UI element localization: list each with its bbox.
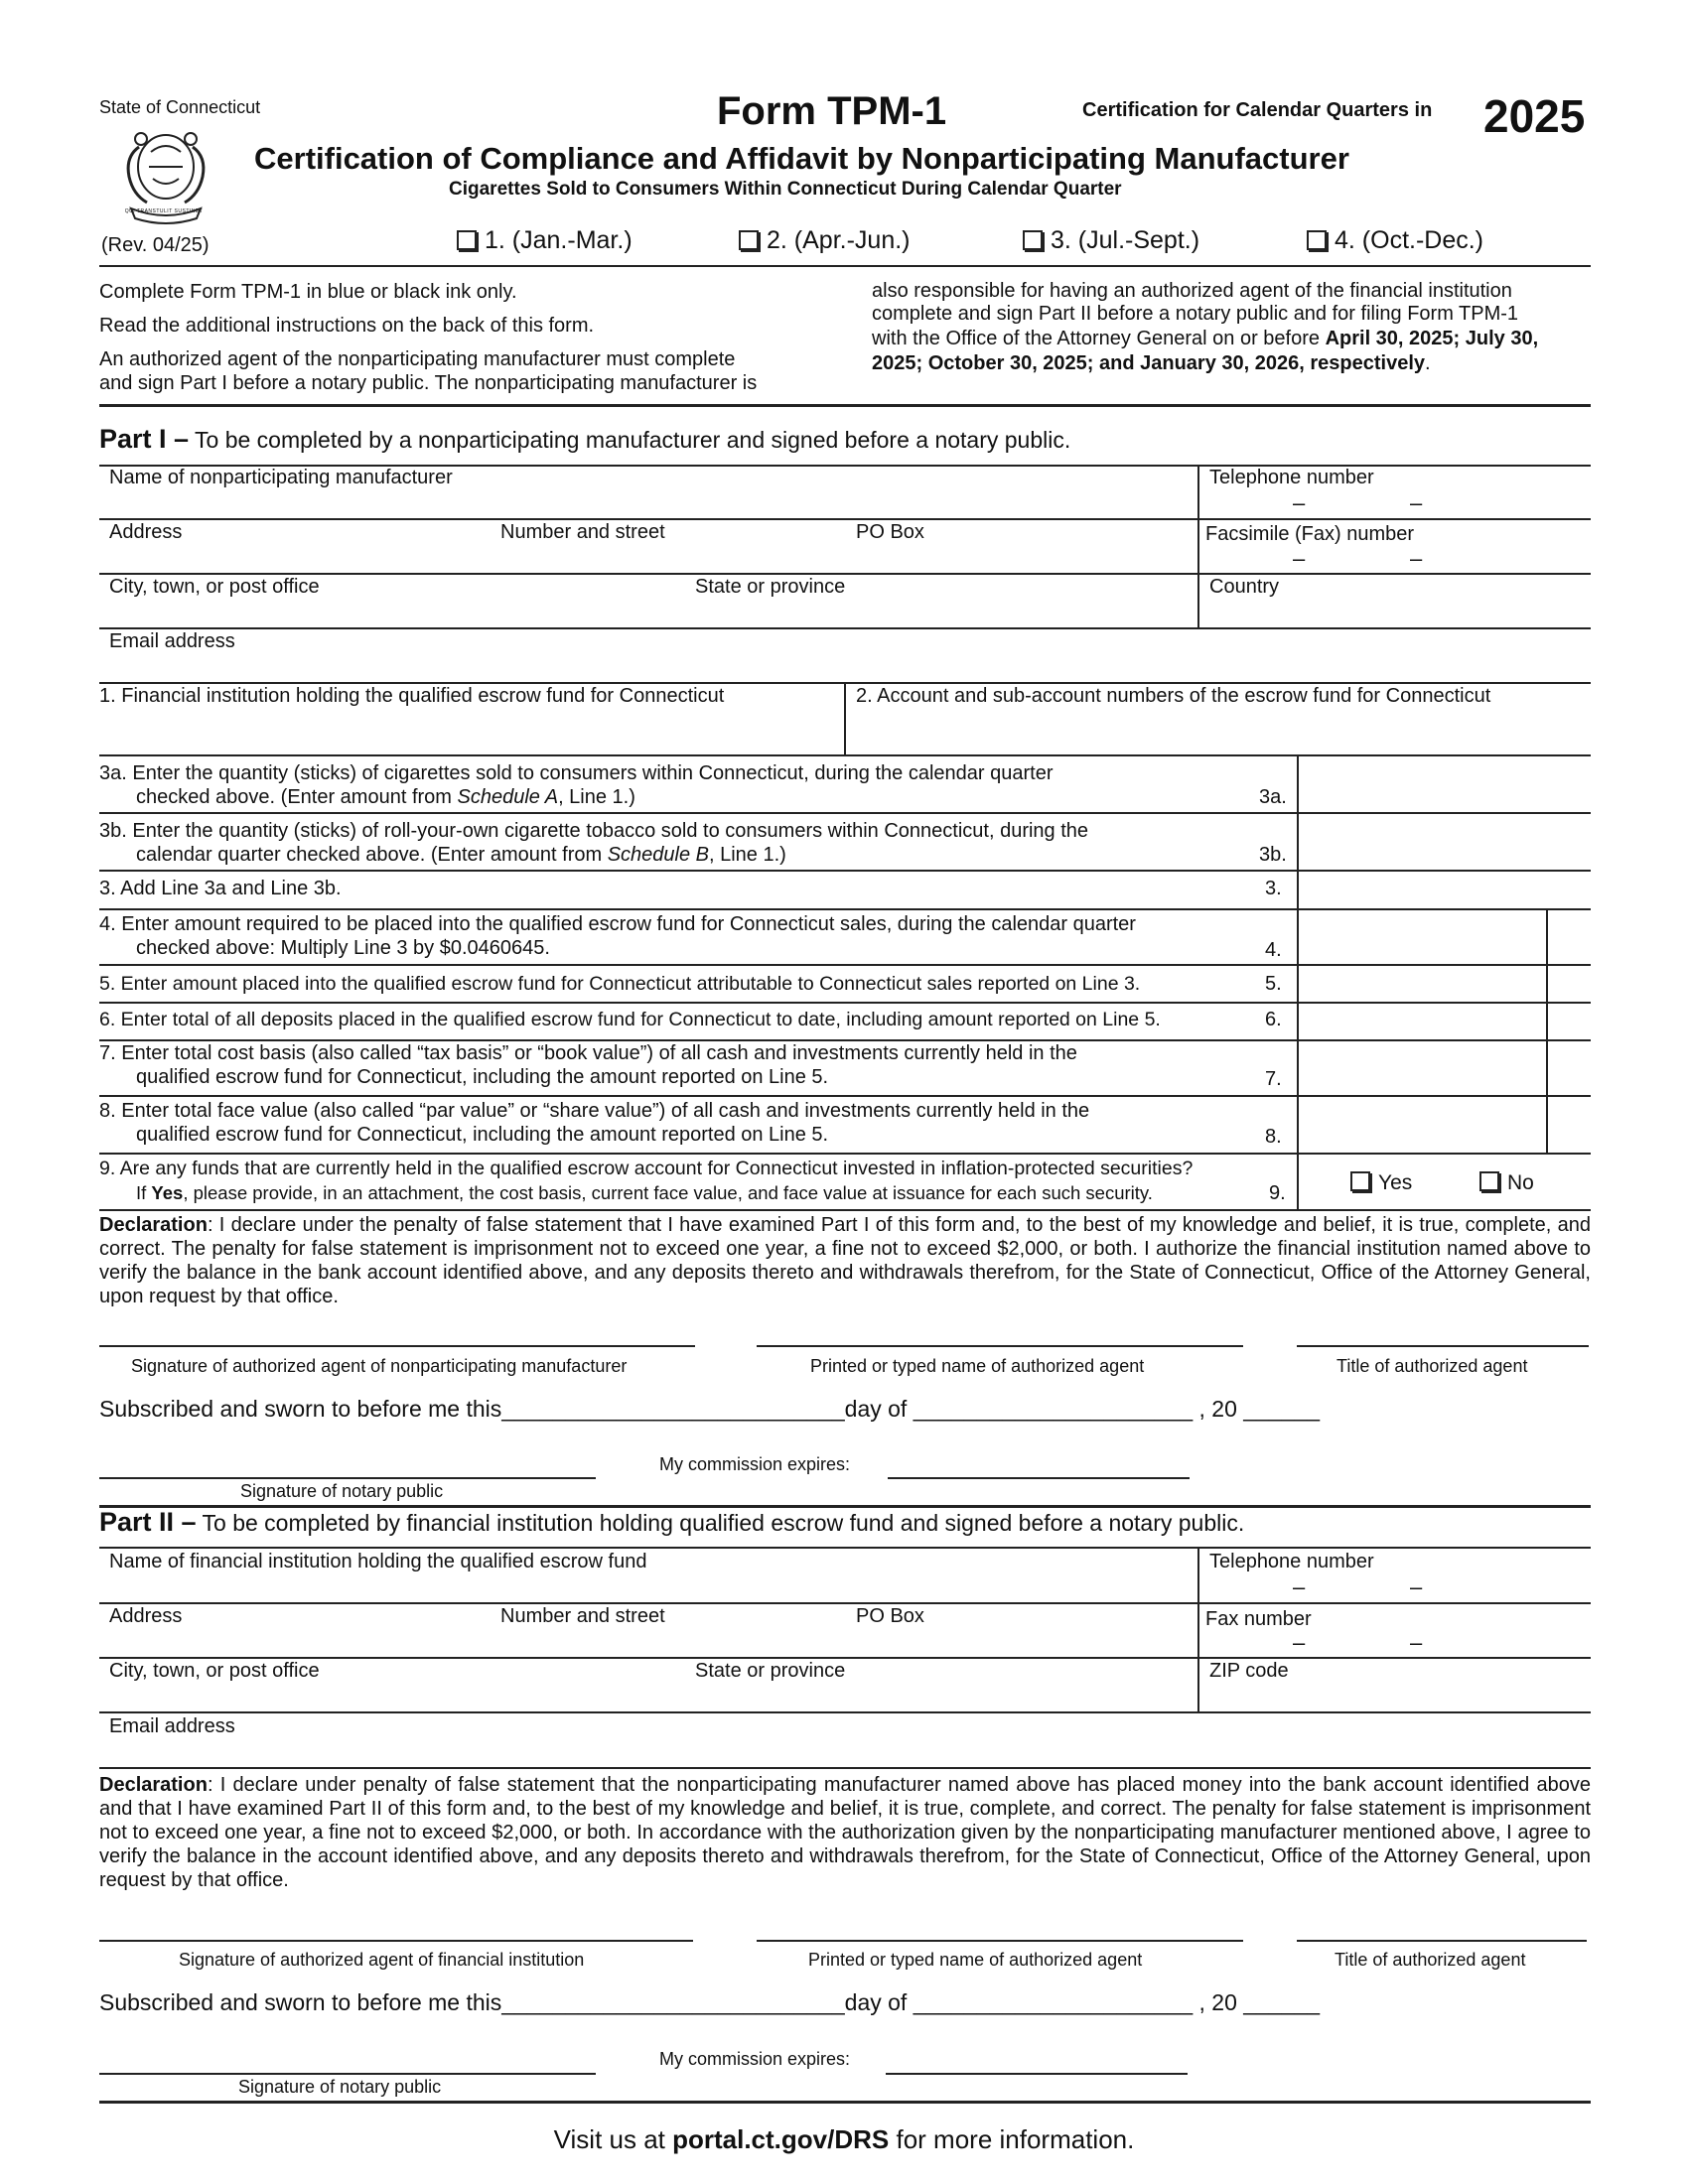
line-3a-text-1: 3a. Enter the quantity (sticks) of cigarettes sold to consumers within Connecticut, during the calendar quarter: [99, 762, 1054, 784]
quarter-4-option[interactable]: 4. (Oct.-Dec.): [1307, 226, 1483, 255]
fi-pobox-label: PO Box: [856, 1605, 924, 1627]
sig1-sworn-line: Subscribed and sworn to before me this___________________________day of ______________________ , 20 ______: [99, 1396, 1321, 1422]
line-8-text-1: 8. Enter total face value (also called “par value” or “share value”) of all cash and investments currently held in the: [99, 1100, 1090, 1122]
intro-right-1: also responsible for having an authorized agent of the financial institution: [872, 280, 1512, 302]
form-title: Form TPM-1: [717, 89, 947, 133]
phone-dash-2: –: [1410, 490, 1423, 515]
line-8-field[interactable]: [1301, 1097, 1544, 1151]
declaration-part2: Declaration: I declare under penalty of false statement that the nonparticipating manufacturer named above has placed money into the bank account identified above and that I have examined Part II of this form and, to the best of my knowledge and belief, it is true, complete, and correct. The penalty for false statement is imprisonment not to exceed one year, a fine not to exceed $2,000, or both. In accordance with the authorization given by the nonparticipating manufacturer mentioned above, I agree to verify the balance in the account identified above, and any deposits thereto and withdrawals therefrom, for the State of Connecticut, Office of the Attorney General, upon request by that office.: [99, 1774, 1591, 1891]
country-label: Country: [1209, 576, 1280, 598]
intro-line-1: Complete Form TPM-1 in blue or black ink only.: [99, 281, 517, 303]
phone-dash-1: –: [1293, 490, 1306, 515]
fax-dash-1: –: [1293, 546, 1306, 571]
notary2-signature-field[interactable]: [99, 2047, 596, 2073]
line-7-text-1: 7. Enter total cost basis (also called “tax basis” or “book value”) of all cash and investments currently held in the: [99, 1042, 1077, 1064]
state-name: State of Connecticut: [99, 97, 261, 117]
line-3a-number: 3a.: [1259, 786, 1287, 808]
fi-city-label: City, town, or post office: [109, 1660, 320, 1682]
telephone-label: Telephone number: [1209, 467, 1374, 488]
pobox-label: PO Box: [856, 521, 924, 543]
line-9-no-option[interactable]: No: [1479, 1171, 1534, 1195]
fax-field[interactable]: [1201, 521, 1591, 573]
quarter-2-checkbox[interactable]: [739, 230, 759, 250]
line-3a-text-2: checked above. (Enter amount from Schedule A, Line 1.): [136, 786, 635, 808]
fi-agent-signature-field[interactable]: [99, 1914, 693, 1940]
country-field[interactable]: [1201, 576, 1591, 627]
line-1-label: 1. Financial institution holding the qualified escrow fund for Connecticut: [99, 685, 725, 707]
line-3a-field[interactable]: [1301, 756, 1591, 812]
city-label: City, town, or post office: [109, 576, 320, 598]
sig2-title-label: Title of authorized agent: [1335, 1950, 1526, 1970]
line-5-number: 5.: [1265, 973, 1282, 995]
account-numbers-field[interactable]: [846, 685, 1591, 754]
fi-address-label: Address: [109, 1605, 183, 1627]
intro-right-4: 2025; October 30, 2025; and January 30, 2026, respectively.: [872, 352, 1431, 374]
line-7-text-2: qualified escrow fund for Connecticut, including the amount reported on Line 5.: [136, 1066, 829, 1088]
fi-email-label: Email address: [109, 1715, 235, 1737]
line-3b-field[interactable]: [1301, 814, 1591, 870]
fi-name-field[interactable]: [99, 1551, 1196, 1602]
line-4-field[interactable]: [1301, 910, 1544, 964]
line-4-number: 4.: [1265, 939, 1282, 961]
declaration-part1: Declaration: I declare under the penalty of false statement that I have examined Part I of this form and, to the best of my knowledge and belief, it is true, complete, and correct. The penalty for false statement is imprisonment not to exceed one year, a fine not to exceed $2,000, or both. I authorize the financial institution named above to verify the balance in the bank account identified above, and any deposits thereto and withdrawals therefrom, for the State of Connecticut, Office of the Attorney General, upon request by that office.: [99, 1214, 1591, 1307]
fi-name-label: Name of financial institution holding the qualified escrow fund: [109, 1551, 647, 1572]
line-6-number: 6.: [1265, 1009, 1282, 1030]
line-2-label: 2. Account and sub-account numbers of the escrow fund for Connecticut: [856, 685, 1491, 707]
manufacturer-agent-name-field[interactable]: [757, 1320, 1243, 1345]
fi-street-label: Number and street: [500, 1605, 665, 1627]
telephone-field[interactable]: [1201, 467, 1591, 518]
fi-agent-title-field[interactable]: [1297, 1914, 1587, 1940]
line-9-yes-checkbox[interactable]: [1350, 1171, 1370, 1191]
intro-right-3: with the Office of the Attorney General on or before April 30, 2025; July 30,: [872, 328, 1539, 349]
seal-motto: QUI TRANSTULIT SUSTINET: [124, 208, 204, 214]
financial-institution-field[interactable]: [99, 685, 842, 754]
line-5-text: 5. Enter amount placed into the qualified escrow fund for Connecticut attributable to Connecticut sales reported on Line 3.: [99, 973, 1141, 995]
fi-telephone-label: Telephone number: [1209, 1551, 1374, 1572]
revision: (Rev. 04/25): [101, 234, 210, 256]
intro-line-2: Read the additional instructions on the back of this form.: [99, 315, 595, 337]
footer-link[interactable]: portal.ct.gov/DRS: [672, 2124, 890, 2154]
address-label: Address: [109, 521, 183, 543]
fi-fax-dash-2: –: [1410, 1630, 1423, 1655]
fi-fax-field[interactable]: [1201, 1605, 1591, 1657]
manufacturer-agent-signature-field[interactable]: [99, 1320, 695, 1345]
fax-label: Facsimile (Fax) number: [1205, 523, 1415, 545]
footer: Visit us at portal.ct.gov/DRS for more information.: [553, 2124, 1135, 2154]
intro-right-2: complete and sign Part II before a notary public and for filing Form TPM-1: [872, 303, 1519, 325]
line-4-text-1: 4. Enter amount required to be placed into the qualified escrow fund for Connecticut sales, during the calendar quarter: [99, 913, 1136, 935]
fi-phone-dash-1: –: [1293, 1574, 1306, 1599]
notary1-signature-field[interactable]: [99, 1451, 596, 1477]
cert-quarters-label: Certification for Calendar Quarters in: [1082, 99, 1433, 121]
line-3-field[interactable]: [1301, 872, 1591, 908]
fi-agent-name-field[interactable]: [757, 1914, 1243, 1940]
fi-email-field[interactable]: [99, 1715, 1591, 1767]
quarter-2-option[interactable]: 2. (Apr.-Jun.): [739, 226, 911, 255]
line-9-yes-option[interactable]: Yes: [1350, 1171, 1412, 1195]
quarter-1-option[interactable]: 1. (Jan.-Mar.): [457, 226, 633, 255]
subtitle: Cigarettes Sold to Consumers Within Connecticut During Calendar Quarter: [449, 179, 1122, 200]
main-title: Certification of Compliance and Affidavit by Nonparticipating Manufacturer: [254, 141, 1349, 176]
email-label: Email address: [109, 630, 235, 652]
fax-dash-2: –: [1410, 546, 1423, 571]
line-3b-text-1: 3b. Enter the quantity (sticks) of roll-your-own cigarette tobacco sold to consumers within Connecticut, during the: [99, 820, 1089, 842]
manufacturer-name-field[interactable]: [99, 467, 1196, 518]
manufacturer-agent-title-field[interactable]: [1297, 1320, 1589, 1345]
sig2-sworn-line: Subscribed and sworn to before me this___________________________day of ______________________ , 20 ______: [99, 1989, 1321, 2015]
manufacturer-name-label: Name of nonparticipating manufacturer: [109, 467, 453, 488]
fi-phone-dash-2: –: [1410, 1574, 1423, 1599]
line-9-no-checkbox[interactable]: [1479, 1171, 1499, 1191]
line-9-text-1: 9. Are any funds that are currently held in the qualified escrow account for Connecticut invested in inflation-protected securities?: [99, 1158, 1194, 1179]
line-5-field[interactable]: [1301, 966, 1544, 1002]
fi-city-state-field[interactable]: [99, 1660, 1196, 1711]
quarter-1-checkbox[interactable]: [457, 230, 477, 250]
fi-address-field[interactable]: [99, 1605, 1196, 1657]
fi-zip-field[interactable]: [1201, 1660, 1591, 1711]
fi-zip-label: ZIP code: [1209, 1660, 1289, 1682]
line-3b-number: 3b.: [1259, 844, 1287, 866]
sig1-title-label: Title of authorized agent: [1336, 1356, 1528, 1376]
form-year: 2025: [1483, 90, 1586, 142]
fi-fax-label: Fax number: [1205, 1608, 1312, 1630]
sig2-agent-label: Signature of authorized agent of financial institution: [179, 1950, 585, 1970]
fi-telephone-field[interactable]: [1201, 1551, 1591, 1602]
intro-line-3a: An authorized agent of the nonparticipating manufacturer must complete: [99, 348, 736, 370]
line-3b-text-2: calendar quarter checked above. (Enter amount from Schedule B, Line 1.): [136, 844, 786, 866]
sig1-commission-label: My commission expires:: [659, 1454, 851, 1474]
notary2-commission-field[interactable]: [886, 2047, 1188, 2073]
line-7-number: 7.: [1265, 1068, 1282, 1090]
street-label: Number and street: [500, 521, 665, 543]
part2-heading: Part II – To be completed by financial institution holding qualified escrow fund and signed before a notary public.: [99, 1507, 1245, 1537]
notary1-commission-field[interactable]: [888, 1451, 1190, 1477]
email-field[interactable]: [99, 630, 1591, 682]
intro-line-3b: and sign Part I before a notary public. The nonparticipating manufacturer is: [99, 372, 758, 394]
sig1-printed-label: Printed or typed name of authorized agent: [810, 1356, 1145, 1376]
line-4-text-2: checked above: Multiply Line 3 by $0.0460645.: [136, 937, 550, 959]
line-6-text: 6. Enter total of all deposits placed in the qualified escrow fund for Connecticut to date, including amount reported on Line 5.: [99, 1009, 1161, 1030]
line-7-field[interactable]: [1301, 1041, 1544, 1095]
quarter-4-checkbox[interactable]: [1307, 230, 1327, 250]
sig2-notary-label: Signature of notary public: [238, 2077, 442, 2097]
line-8-text-2: qualified escrow fund for Connecticut, including the amount reported on Line 5.: [136, 1124, 829, 1146]
line-9-number: 9.: [1269, 1182, 1286, 1204]
quarter-3-option[interactable]: 3. (Jul.-Sept.): [1023, 226, 1199, 255]
sig1-agent-label: Signature of authorized agent of nonparticipating manufacturer: [131, 1356, 628, 1376]
part1-heading: Part I – To be completed by a nonparticipating manufacturer and signed before a notary public.: [99, 424, 1071, 454]
state-province-label: State or province: [695, 576, 846, 598]
line-9-text-2: If Yes, please provide, in an attachment, the cost basis, current face value, and face value at issuance for each such security.: [136, 1182, 1153, 1203]
line-8-number: 8.: [1265, 1126, 1282, 1148]
quarter-3-checkbox[interactable]: [1023, 230, 1043, 250]
sig2-commission-label: My commission expires:: [659, 2049, 851, 2069]
sig1-notary-label: Signature of notary public: [240, 1481, 444, 1501]
line-3-text: 3. Add Line 3a and Line 3b.: [99, 878, 342, 899]
fi-fax-dash-1: –: [1293, 1630, 1306, 1655]
address-field[interactable]: [99, 521, 1196, 573]
sig2-printed-label: Printed or typed name of authorized agent: [808, 1950, 1143, 1970]
line-3-number: 3.: [1265, 878, 1282, 899]
line-6-field[interactable]: [1301, 1004, 1544, 1039]
city-state-field[interactable]: [99, 576, 1196, 627]
fi-state-label: State or province: [695, 1660, 846, 1682]
